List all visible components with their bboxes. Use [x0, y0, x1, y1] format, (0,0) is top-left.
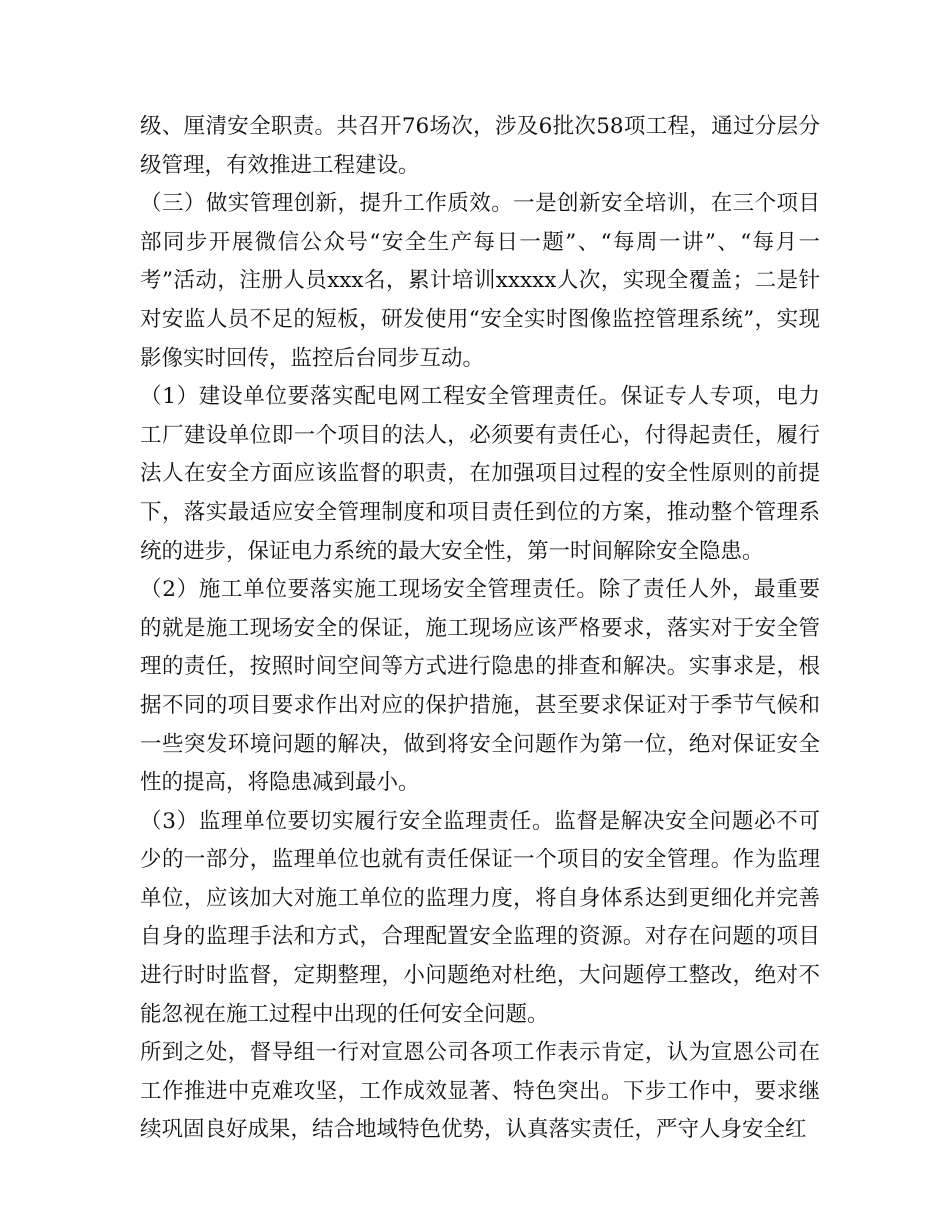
paragraph-management-innovation: （三）做实管理创新，提升工作质效。一是创新安全培训，在三个项目部同步开展微信公众号“安全生产每日一题”、“每周一讲”、“每月一考”活动，注册人员xxx名，累计培训xxxxx人次，实现全覆盖；二是针对安监人员不足的短板，研发使用“安全实时图像监控管理系统”，实现影像实时回传，监控后台同步互动。: [140, 191, 820, 371]
paragraph-contractor-unit: （2）施工单位要落实施工现场安全管理责任。除了责任人外，最重要的就是施工现场安全的保证，施工现场应该严格要求，落实对于安全管理的责任，按照时间空间等方式进行隐患的排查和解决。实事求是，根据不同的项目要求作出对应的保护措施，甚至要求保证对于季节气候和一些突发环境问题的解决，做到将安全问题作为第一位，绝对保证安全性的提高，将隐患减到最小。: [140, 577, 820, 796]
paragraph-management-summary: 级、厘清安全职责。共召开76场次，涉及6批次58项工程，通过分层分级管理，有效推进工程建设。: [140, 114, 820, 178]
paragraph-supervision-unit: （3）监理单位要切实履行安全监理责任。监督是解决安全问题必不可少的一部分，监理单位也就有责任保证一个项目的安全管理。作为监理单位，应该加大对施工单位的监理力度，将自身体系达到更细化并完善自身的监理手法和方式，合理配置安全监理的资源。对存在问题的项目进行时时监督，定期整理，小问题绝对杜绝，大问题停工整改，绝对不能忽视在施工过程中出现的任何安全问题。: [140, 808, 820, 1027]
paragraph-construction-unit: （1）建设单位要落实配电网工程安全管理责任。保证专人专项，电力工厂建设单位即一个项目的法人，必须要有责任心，付得起责任，履行法人在安全方面应该监督的职责，在加强项目过程的安全性原则的前提下，落实最适应安全管理制度和项目责任到位的方案，推动整个管理系统的进步，保证电力系统的最大安全性，第一时间解除安全隐患。: [140, 384, 820, 564]
paragraph-inspection-conclusion: 所到之处，督导组一行对宣恩公司各项工作表示肯定，认为宣恩公司在工作推进中克难攻坚，工作成效显著、特色突出。下步工作中，要求继续巩固良好成果，结合地域特色优势，认真落实责任，严守人身安全红: [140, 1040, 820, 1143]
document-page: [140, 108, 820, 1150]
